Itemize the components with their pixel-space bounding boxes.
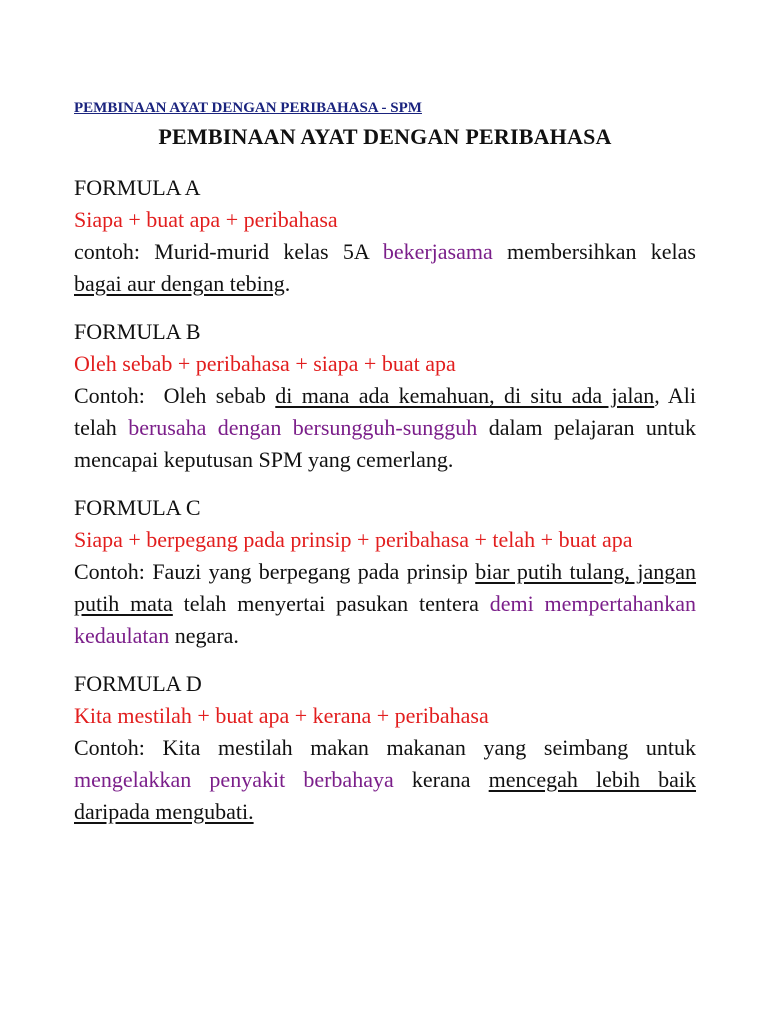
example-text: membersihkan kelas (507, 239, 696, 264)
formula-d-heading: FORMULA D (74, 671, 202, 696)
example-proverb: di mana ada kemahuan, di situ ada jalan (275, 383, 655, 408)
formula-b-section (74, 316, 696, 476)
example-subject: Fauzi yang berpegang pada prinsip (152, 559, 468, 584)
example-proverb: biar putih tulang, jangan putih mata (74, 559, 697, 616)
formula-d-section (74, 668, 696, 828)
formula-c-rule: Siapa + berpegang pada prinsip + peribahasa + telah + buat apa (74, 527, 633, 552)
example-end: . (284, 271, 291, 296)
formula-d-example (74, 732, 696, 828)
example-proverb: mencegah lebih baik daripada mengubati. (74, 767, 697, 824)
example-proverb: bagai aur dengan tebing (74, 271, 285, 296)
example-lead: Contoh: (74, 383, 145, 408)
example-subject: Murid-murid kelas 5A (154, 239, 369, 264)
formula-b-example (74, 380, 696, 476)
example-text: telah menyertai pasukan tentera (183, 591, 479, 616)
example-text: kerana (411, 767, 471, 792)
formula-a-example (74, 236, 696, 300)
example-lead: contoh: (74, 239, 140, 264)
document-title: PEMBINAAN AYAT DENGAN PERIBAHASA (158, 124, 612, 149)
example-lead: Contoh: (74, 735, 145, 760)
example-end: negara. (174, 623, 239, 648)
formula-a-section (74, 172, 696, 300)
example-text: Oleh sebab (163, 383, 266, 408)
document-title-link[interactable]: PEMBINAAN AYAT DENGAN PERIBAHASA - SPM (74, 100, 422, 116)
formula-b-heading: FORMULA B (74, 319, 201, 344)
example-subject: , Ali telah (74, 383, 697, 440)
formula-a-rule: Siapa + buat apa + peribahasa (74, 207, 338, 232)
formula-b-rule: Oleh sebab + peribahasa + siapa + buat apa (74, 351, 456, 376)
formula-a-heading: FORMULA A (74, 175, 201, 200)
formula-c-heading: FORMULA C (74, 495, 201, 520)
example-end: dalam pelajaran untuk mencapai keputusan SPM yang cemerlang. (74, 415, 697, 472)
document-page (74, 96, 696, 844)
example-action: demi mempertahankan kedaulatan (74, 591, 697, 648)
example-subject: Kita mestilah makan makanan yang seimbang untuk (162, 735, 696, 760)
formula-d-rule: Kita mestilah + buat apa + kerana + peribahasa (74, 703, 489, 728)
example-lead: Contoh: (74, 559, 145, 584)
example-action: berusaha dengan bersungguh-sungguh (128, 415, 478, 440)
formula-c-section (74, 492, 696, 652)
example-action: mengelakkan penyakit berbahaya (74, 767, 394, 792)
example-action: bekerjasama (382, 239, 493, 264)
formula-c-example (74, 556, 696, 652)
